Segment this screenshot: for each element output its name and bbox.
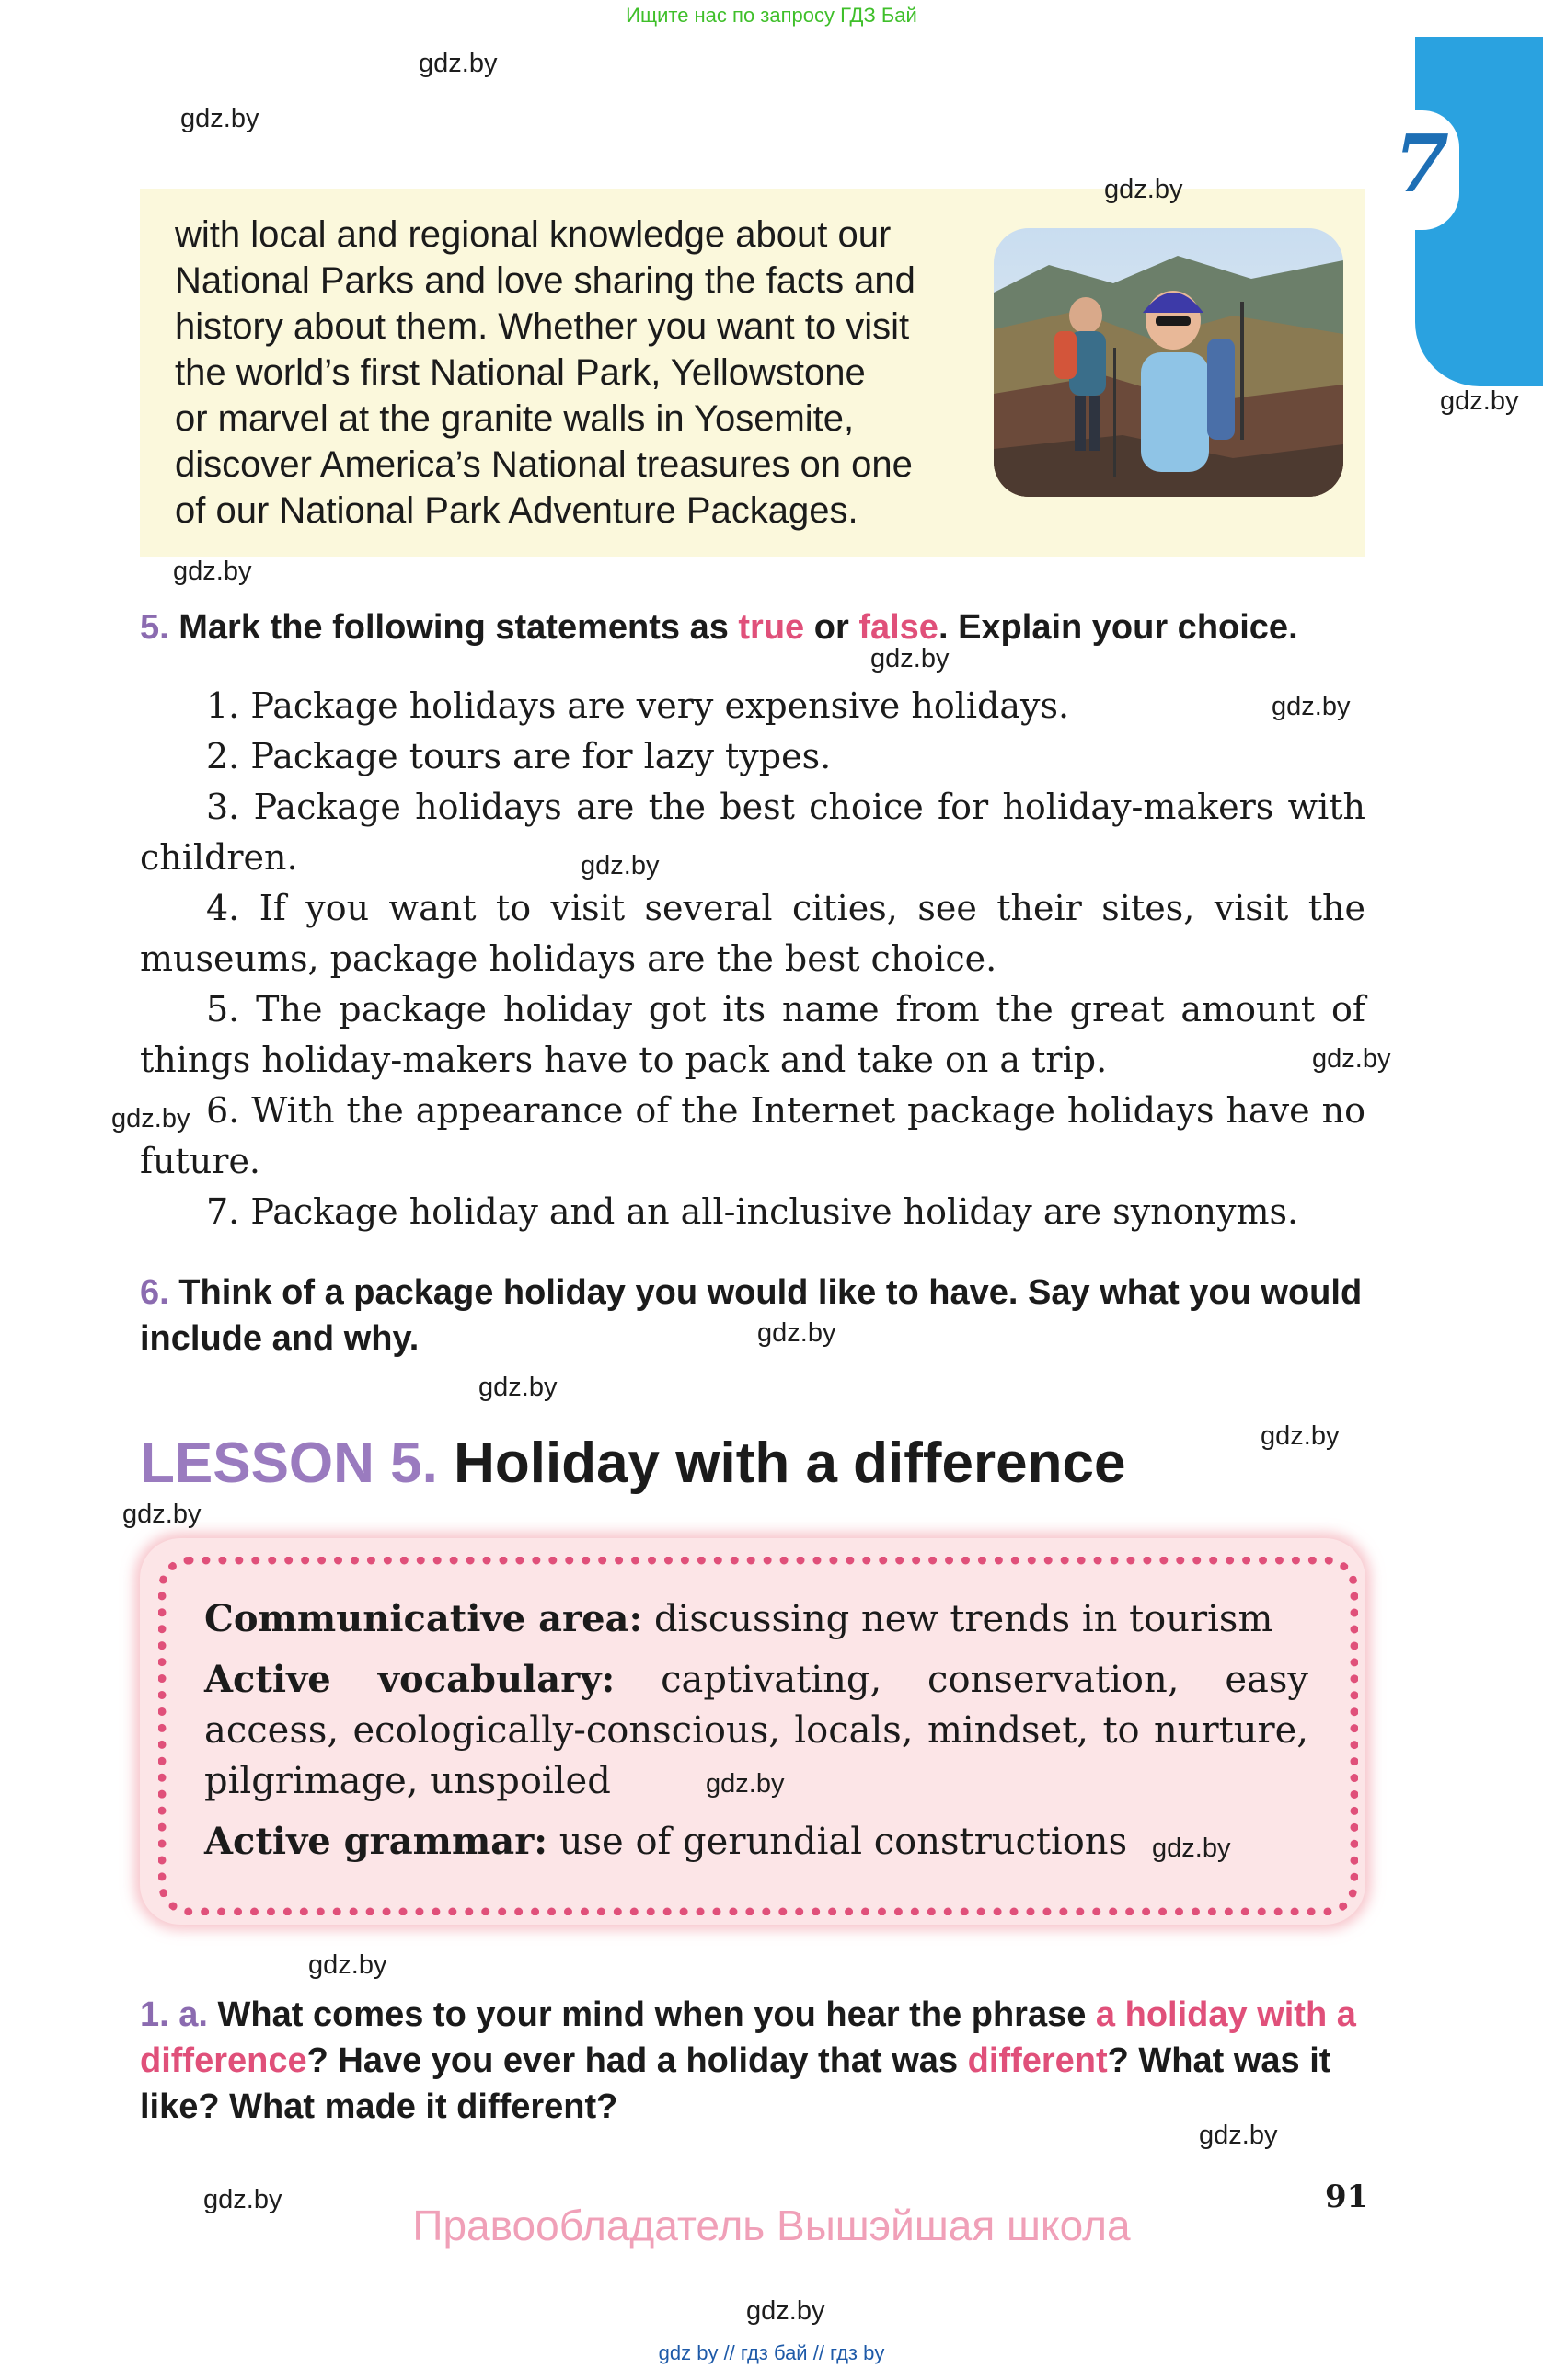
- highlight-true: true: [738, 608, 805, 647]
- hikers-photo: [994, 228, 1343, 497]
- focus-value: captivating, conservation, easy access, ecologically-conscious, locals, mindset, to nurture, pilgrimage, unspoiled: [204, 1659, 1308, 1802]
- watermark: gdz.by: [180, 104, 259, 133]
- task-1-instruction: [140, 1992, 1368, 2130]
- footer-links[interactable]: gdz by // гдз бай // гдз by: [658, 2341, 885, 2364]
- task-text: Think of a package holiday you would like to have. Say what you would include and why.: [140, 1273, 1363, 1358]
- watermark: gdz.by: [111, 1104, 190, 1133]
- reading-text: [175, 212, 966, 534]
- watermark: gdz.by: [478, 1373, 558, 1402]
- statement-item: 7. Package holiday and an all-inclusive holiday are synonyms.: [206, 1191, 1299, 1232]
- lesson-focus-text: [204, 1593, 1308, 1868]
- watermark: gdz.by: [203, 2185, 282, 2214]
- watermark: gdz.by: [173, 557, 252, 586]
- watermark: gdz.by: [1312, 1044, 1391, 1074]
- copyright-notice: Правообладатель Вышэйшая школа: [412, 2202, 1131, 2249]
- reading-line: with local and regional knowledge about our: [175, 214, 892, 255]
- task-subletter: a.: [178, 1995, 208, 2034]
- focus-label: Communicative area:: [204, 1597, 643, 1640]
- watermark: gdz.by: [122, 1500, 202, 1529]
- watermark: gdz.by: [419, 49, 498, 78]
- reading-line: the world’s first National Park, Yellowstone: [175, 352, 866, 393]
- lesson-number: LESSON 5.: [140, 1431, 438, 1495]
- focus-label: Active vocabulary:: [204, 1658, 616, 1701]
- reading-line: history about them. Whether you want to visit: [175, 306, 910, 347]
- watermark: gdz.by: [706, 1769, 785, 1799]
- chapter-number: 7: [1394, 118, 1449, 211]
- watermark: gdz.by: [1272, 692, 1351, 721]
- task-text: . Explain your choice.: [938, 608, 1298, 647]
- task-text: or: [813, 608, 849, 647]
- watermark: gdz.by: [1152, 1834, 1231, 1863]
- reading-line: or marvel at the granite walls in Yosemite,: [175, 398, 855, 439]
- statements-list: [140, 681, 1365, 1237]
- watermark: gdz.by: [870, 644, 950, 673]
- watermark: gdz.by: [308, 1950, 387, 1980]
- statement-item: 5. The package holiday got its name from the great amount of things holiday-makers have to pack and take on a trip.: [140, 989, 1365, 1080]
- lesson-heading: [140, 1431, 1126, 1496]
- task-text: ? Have you ever had a holiday that was: [306, 2041, 959, 2080]
- lesson-title: Holiday with a difference: [454, 1431, 1126, 1495]
- statement-item: 3. Package holidays are the best choice for holiday-makers with children.: [140, 787, 1365, 878]
- task-number: 1.: [140, 1995, 169, 2034]
- watermark: gdz.by: [757, 1318, 836, 1348]
- focus-label: Active grammar:: [204, 1820, 548, 1863]
- task-6-instruction: [140, 1270, 1368, 1362]
- reading-line: discover America’s National treasures on one: [175, 444, 913, 485]
- statement-item: 4. If you want to visit several cities, see their sites, visit the museums, package holidays are the best choice.: [140, 888, 1365, 979]
- task-text: What comes to your mind when you hear the phrase: [217, 1995, 1087, 2034]
- watermark: gdz.by: [581, 851, 660, 880]
- task-text: Mark the following statements as: [178, 608, 729, 647]
- statement-item: 2. Package tours are for lazy types.: [206, 736, 832, 776]
- highlight-phrase: a holiday with a difference: [140, 1995, 1356, 2080]
- statement-item: 1. Package holidays are very expensive holidays.: [206, 685, 1070, 726]
- reading-line: of our National Park Adventure Packages.: [175, 490, 858, 531]
- task-5-instruction: [140, 604, 1368, 650]
- focus-value: use of gerundial constructions: [558, 1821, 1128, 1863]
- watermark: gdz.by: [1104, 175, 1183, 204]
- watermark: gdz.by: [1199, 2121, 1278, 2150]
- watermark: gdz.by: [1261, 1421, 1340, 1451]
- highlight-word: different: [967, 2041, 1108, 2080]
- search-hint[interactable]: Ищите нас по запросу ГДЗ Бай: [626, 4, 917, 27]
- watermark: gdz.by: [1440, 386, 1519, 416]
- reading-line: National Parks and love sharing the facts and: [175, 260, 915, 301]
- highlight-false: false: [858, 608, 938, 647]
- task-number: 6.: [140, 1273, 169, 1312]
- statement-item: 6. With the appearance of the Internet package holidays have no future.: [140, 1090, 1365, 1181]
- task-text: ? What was it like? What made it different?: [140, 2041, 1331, 2126]
- watermark: gdz.by: [746, 2296, 825, 2326]
- page-number: 91: [1325, 2179, 1369, 2215]
- focus-value: discussing new trends in tourism: [653, 1598, 1273, 1640]
- task-number: 5.: [140, 608, 169, 647]
